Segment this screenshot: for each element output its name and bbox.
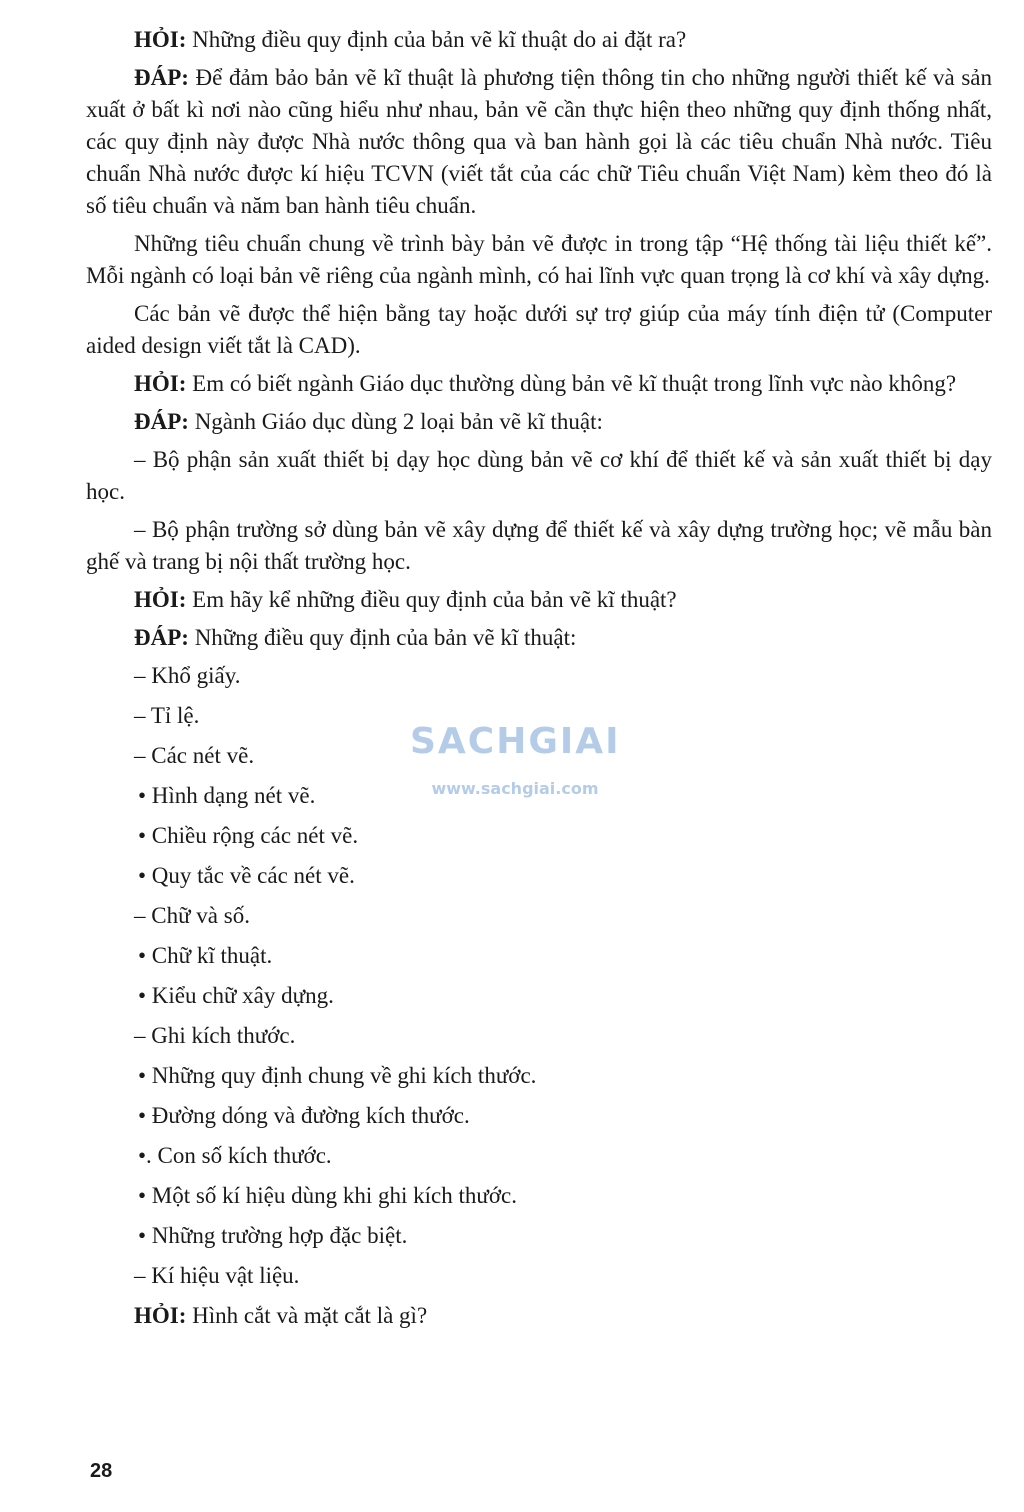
list-item <box>86 1260 992 1292</box>
paragraph-text: •. Con số kích thước. <box>138 1143 332 1168</box>
paragraph-text: Em hãy kể những điều quy định của bản vẽ kĩ thuật? <box>186 587 677 612</box>
paragraph-text: Những điều quy định của bản vẽ kĩ thuật: <box>188 625 577 650</box>
paragraph-text: Những tiêu chuẩn chung về trình bày bản vẽ được in trong tập “Hệ thống tài liệu thiết kế”. Mỗi ngành có loại bản vẽ riêng của ngành mình, có hai lĩnh vực quan trọng là cơ khí và xây dựng. <box>86 231 992 288</box>
qa-label: ĐÁP: <box>134 65 189 90</box>
bullet-item <box>86 1180 992 1212</box>
bullet-item <box>86 1100 992 1132</box>
qa-label: HỎI: <box>134 1303 187 1328</box>
paragraph-text: Để đảm bảo bản vẽ kĩ thuật là phương tiện thông tin cho những người thiết kế và sản xuất ở bất kì nơi nào cũng hiểu như nhau, bản vẽ cần thực hiện theo những quy định thống nhất, các quy định này được Nhà nước thông qua và ban hành gọi là các tiêu chuẩn Nhà nước. Tiêu chuẩn Nhà nước được kí hiệu TCVN (viết tắt của các chữ Tiêu chuẩn Việt Nam) kèm theo đó là số tiêu chuẩn và năm ban hành tiêu chuẩn. <box>86 65 992 218</box>
paragraph-text: • Chiều rộng các nét vẽ. <box>138 823 359 848</box>
paragraph <box>86 228 992 292</box>
bullet-item <box>86 1140 992 1172</box>
list-item <box>86 700 992 732</box>
bullet-item <box>86 860 992 892</box>
qa-label: HỎI: <box>134 371 187 396</box>
paragraph <box>86 406 992 438</box>
paragraph-text: Các bản vẽ được thể hiện bằng tay hoặc dưới sự trợ giúp của máy tính điện tử (Computer aided design viết tắt là CAD). <box>86 301 992 358</box>
paragraph <box>86 1300 992 1332</box>
paragraph-text: Những điều quy định của bản vẽ kĩ thuật do ai đặt ra? <box>186 27 687 52</box>
bullet-item <box>86 1060 992 1092</box>
paragraph-text: • Những quy định chung về ghi kích thước. <box>138 1063 537 1088</box>
paragraph-text: • Kiểu chữ xây dựng. <box>138 983 334 1008</box>
qa-label: HỎI: <box>134 27 187 52</box>
paragraph-text: • Quy tắc về các nét vẽ. <box>138 863 355 888</box>
list-item <box>86 740 992 772</box>
watermark-logo: SACHGIAI <box>410 721 621 762</box>
paragraph-text: • Đường dóng và đường kích thước. <box>138 1103 470 1128</box>
document-body <box>86 24 992 1338</box>
paragraph <box>86 62 992 222</box>
paragraph-text: Hình cắt và mặt cắt là gì? <box>186 1303 428 1328</box>
paragraph-text: • Chữ kĩ thuật. <box>138 943 273 968</box>
paragraph-text: – Ghi kích thước. <box>134 1023 296 1048</box>
qa-label: ĐÁP: <box>134 625 189 650</box>
paragraph-text: – Chữ và số. <box>134 903 250 928</box>
paragraph-text: – Tỉ lệ. <box>134 703 200 728</box>
paragraph <box>86 444 992 508</box>
paragraph <box>86 368 992 400</box>
paragraph <box>86 24 992 56</box>
paragraph <box>86 298 992 362</box>
paragraph-text: Em có biết ngành Giáo dục thường dùng bản vẽ kĩ thuật trong lĩnh vực nào không? <box>186 371 957 396</box>
paragraph-text: – Kí hiệu vật liệu. <box>134 1263 300 1288</box>
paragraph-text: – Bộ phận trường sở dùng bản vẽ xây dựng để thiết kế và xây dựng trường học; vẽ mẫu bàn ghế và trang bị nội thất trường học. <box>86 517 992 574</box>
qa-label: HỎI: <box>134 587 187 612</box>
paragraph-text: • Một số kí hiệu dùng khi ghi kích thước. <box>138 1183 517 1208</box>
paragraph-text: – Bộ phận sản xuất thiết bị dạy học dùng bản vẽ cơ khí để thiết kế và sản xuất thiết bị dạy học. <box>86 447 992 504</box>
paragraph-text: Ngành Giáo dục dùng 2 loại bản vẽ kĩ thuật: <box>188 409 603 434</box>
paragraph <box>86 622 992 654</box>
watermark-url: www.sachgiai.com <box>431 779 599 798</box>
paragraph-text: • Hình dạng nét vẽ. <box>138 783 316 808</box>
page-number: 28 <box>90 1460 113 1482</box>
paragraph-text: – Các nét vẽ. <box>134 743 255 768</box>
paragraph <box>86 514 992 578</box>
list-item <box>86 660 992 692</box>
paragraph-text: – Khổ giấy. <box>134 663 241 688</box>
paragraph-text: • Những trường hợp đặc biệt. <box>138 1223 408 1248</box>
list-item <box>86 1020 992 1052</box>
bullet-item <box>86 940 992 972</box>
bullet-item <box>86 980 992 1012</box>
paragraph <box>86 584 992 616</box>
list-item <box>86 900 992 932</box>
bullet-item <box>86 820 992 852</box>
bullet-item <box>86 1220 992 1252</box>
bullet-item <box>86 780 992 812</box>
qa-label: ĐÁP: <box>134 409 189 434</box>
